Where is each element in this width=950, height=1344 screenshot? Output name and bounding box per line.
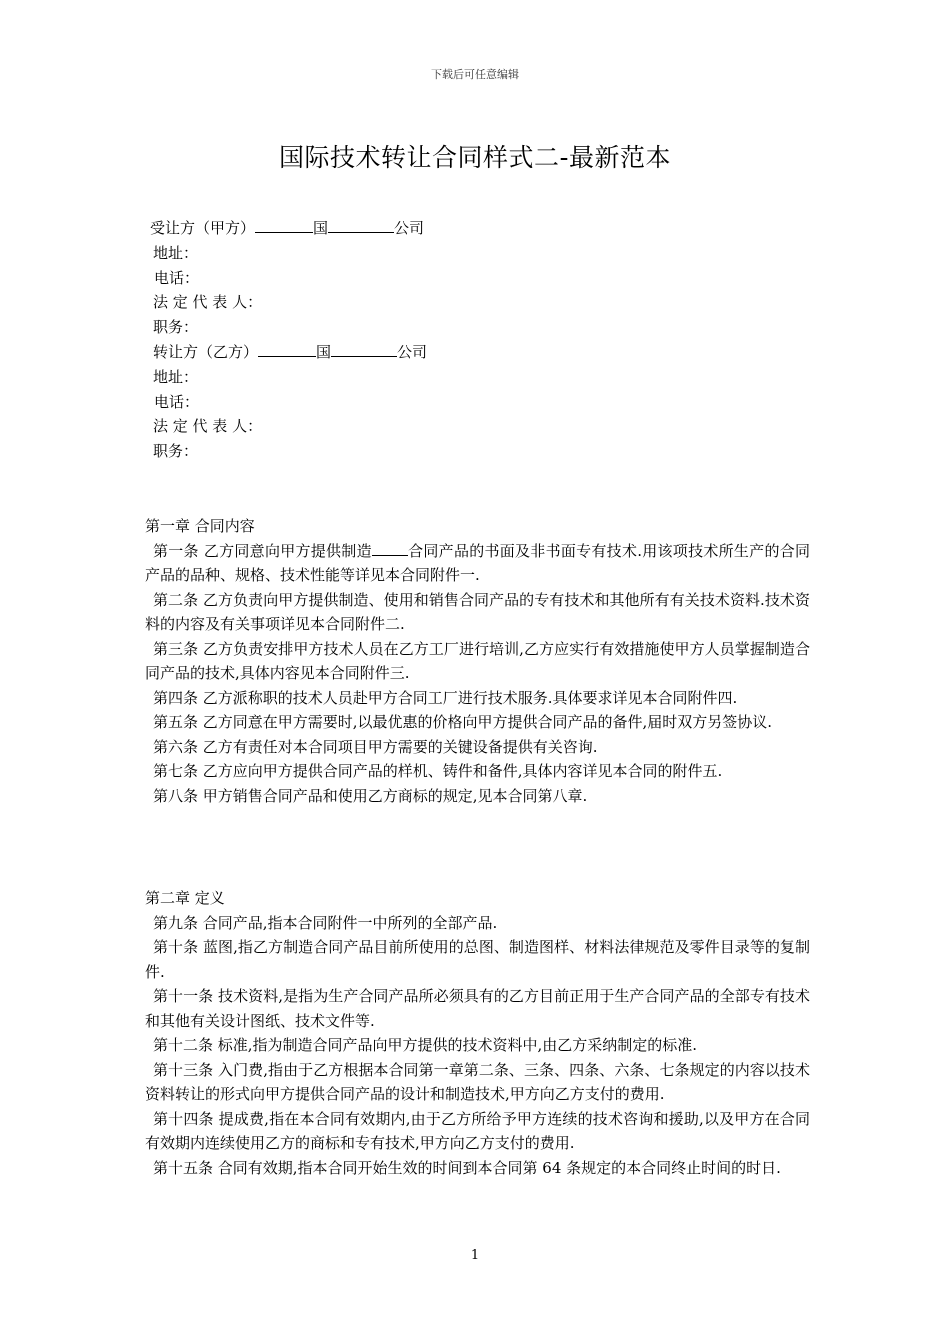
party-b-country-suffix: 国 [316, 342, 332, 361]
country-blank [258, 342, 316, 357]
party-b-company-suffix: 公司 [397, 342, 428, 361]
party-a-phone: 电话： [154, 268, 200, 287]
article: 第十三条 入门费,指由于乙方根据本合同第一章第二条、三条、四条、六条、七条规定的内容以技术资料转让的形式向甲方提供合同产品的设计和制造技术,甲方向乙方支付的费用. [145, 1060, 810, 1103]
chapter-1 [145, 514, 810, 808]
company-blank [331, 342, 397, 357]
article: 第八条 甲方销售合同产品和使用乙方商标的规定,见本合同第八章. [153, 786, 588, 805]
party-b-prefix: 转让方（乙方） [153, 342, 259, 361]
chapter-heading: 第二章 定义 [145, 889, 225, 907]
party-b-phone: 电话： [154, 392, 200, 411]
header-note: 下载后可任意编辑 [431, 68, 519, 81]
article: 第七条 乙方应向甲方提供合同产品的样机、铸件和备件,具体内容详见本合同的附件五. [153, 762, 723, 780]
article: 第十条 蓝图,指乙方制造合同产品目前所使用的总图、制造图样、材料法律规范及零件目录等的复制件. [145, 938, 810, 981]
party-b-line [150, 340, 650, 365]
article-1-before: 第一条 乙方同意向甲方提供制造 [153, 541, 372, 560]
article: 第四条 乙方派称职的技术人员赴甲方合同工厂进行技术服务.具体要求详见本合同附件四. [153, 688, 738, 707]
product-blank [372, 541, 408, 556]
article: 第十四条 提成费,指在本合同有效期内,由于乙方所给予甲方连续的技术咨询和援助,以及甲方在合同有效期内连续使用乙方的商标和专有技术,甲方向乙方支付的费用. [145, 1109, 810, 1152]
article: 第十一条 技术资料,是指为生产合同产品所必须具有的乙方目前正用于生产合同产品的全部专有技术和其他有关设计图纸、技术文件等. [145, 987, 810, 1030]
party-a-address: 地址： [153, 243, 199, 262]
chapter-2 [145, 886, 810, 1180]
article: 第三条 乙方负责安排甲方技术人员在乙方工厂进行培训,乙方应实行有效措施使甲方人员掌握制造合同产品的技术,具体内容见本合同附件三. [145, 639, 810, 682]
party-b-address: 地址： [153, 367, 199, 386]
party-a-prefix: 受让方（甲方） [150, 219, 256, 237]
article: 第五条 乙方同意在甲方需要时,以最优惠的价格向甲方提供合同产品的备件,届时双方另签协议. [153, 713, 773, 731]
party-a-line [150, 216, 650, 241]
party-a-country-suffix: 国 [313, 219, 329, 237]
chapter-heading: 第一章 合同内容 [145, 517, 255, 535]
party-a-company-suffix: 公司 [394, 219, 425, 237]
party-a-legal-rep: 法 定 代 表 人： [153, 293, 263, 312]
article [145, 539, 810, 588]
article-1-after: 合同产品的书面及非书面专有技术.用该项技术所生产的合同产品的品种、规格、技术性能等详见本合同附件一. [145, 541, 810, 584]
article: 第九条 合同产品,指本合同附件一中所列的全部产品. [153, 913, 498, 932]
article: 第二条 乙方负责向甲方提供制造、使用和销售合同产品的专有技术和其他所有有关技术资料.技术资料的内容及有关事项详见本合同附件二. [145, 590, 810, 633]
company-blank [328, 218, 394, 233]
article: 第六条 乙方有责任对本合同项目甲方需要的关键设备提供有关咨询. [153, 737, 598, 756]
article: 第十五条 合同有效期,指本合同开始生效的时间到本合同第 64 条规定的本合同终止时间的时日. [153, 1158, 781, 1177]
parties-block [150, 216, 650, 464]
article: 第十二条 标准,指为制造合同产品向甲方提供的技术资料中,由乙方采纳制定的标准. [153, 1036, 698, 1054]
document-title: 国际技术转让合同样式二-最新范本 [278, 143, 672, 172]
party-b-legal-rep: 法 定 代 表 人： [153, 417, 263, 436]
party-b-position: 职务： [153, 442, 199, 461]
party-a-position: 职务： [153, 318, 199, 337]
country-blank [255, 218, 313, 233]
page-number: 1 [470, 1248, 480, 1263]
